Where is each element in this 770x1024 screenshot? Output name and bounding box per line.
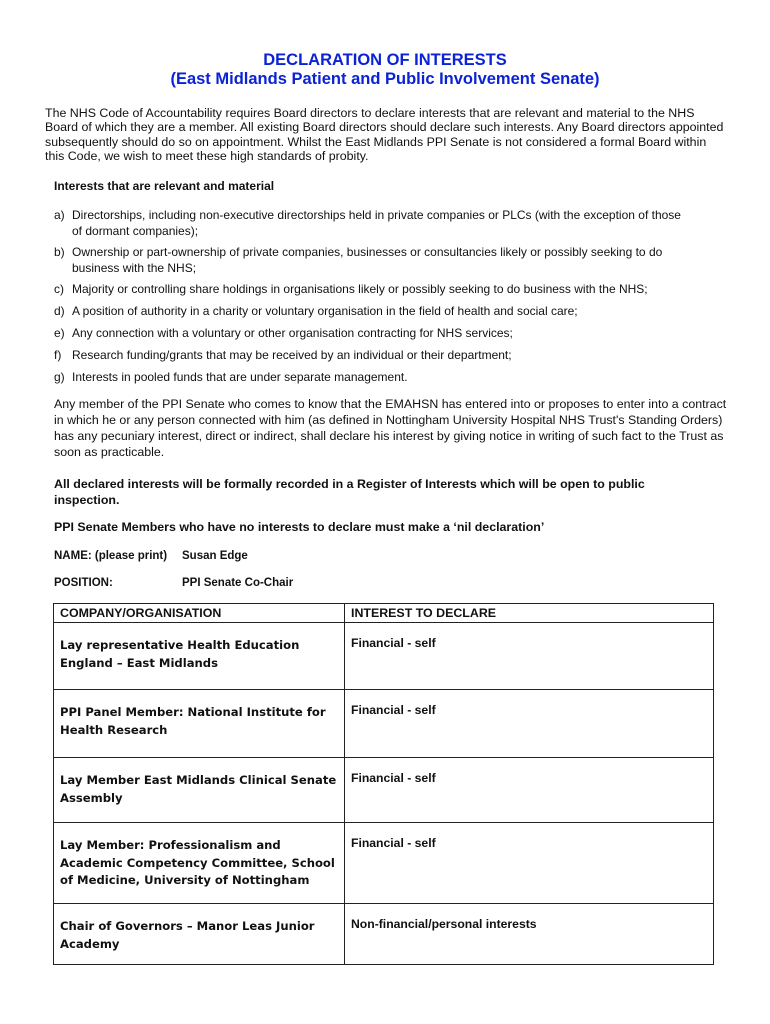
member-paragraph: Any member of the PPI Senate who comes to know that the EMAHSN has entered into or proposes to enter into a contract in which he or any person connected with him (as defined in Nottingham University Hospital NHS Trust's Standing Orders) has any pecuniary interest, direct or indirect, shall declare his interest by giving notice in writing of such fact to the Trust as soon as practicable. [54,397,727,459]
organisation-cell: Lay representative Health Education England – East Midlands [54,623,345,690]
list-text: Any connection with a voluntary or other organisation contracting for NHS services; [72,326,513,340]
table-row [54,623,714,690]
document-title: DECLARATION OF INTERESTS [263,51,507,69]
interests-heading: Interests that are relevant and material [54,179,275,193]
list-marker: f) [54,348,62,362]
interest-cell: Financial - self [345,623,714,690]
list-text: Interests in pooled funds that are under separate management. [72,370,408,384]
position-label: POSITION: [54,577,113,589]
organisation-cell: Chair of Governors – Manor Leas Junior Academy [54,904,345,965]
register-statement: All declared interests will be formally recorded in a Register of Interests which will be open to public inspection. [54,477,645,507]
document-subtitle: (East Midlands Patient and Public Involvement Senate) [170,70,600,88]
interest-cell: Financial - self [345,690,714,758]
organisation-cell: Lay Member: Professionalism and Academic Competency Committee, School of Medicine, University of Nottingham [54,823,345,904]
interests-table [53,603,714,965]
list-text: A position of authority in a charity or voluntary organisation in the field of health and social care; [72,304,578,318]
list-marker: g) [54,370,65,384]
list-marker: b) [54,245,65,259]
interest-cell: Financial - self [345,823,714,904]
position-value: PPI Senate Co-Chair [182,577,294,589]
column-header-organisation: COMPANY/ORGANISATION [54,604,345,623]
list-text: Majority or controlling share holdings in organisations likely or possibly seeking to do business with the NHS; [72,282,648,296]
list-marker: c) [54,282,64,296]
list-marker: e) [54,326,65,340]
organisation-cell: PPI Panel Member: National Institute for Health Research [54,690,345,758]
table-row [54,904,714,965]
table-row [54,758,714,823]
list-text: Directorships, including non-executive directorships held in private companies or PLCs (with the exception of those of dormant companies); [72,208,681,238]
name-value: Susan Edge [182,550,248,562]
intro-paragraph: The NHS Code of Accountability requires Board directors to declare interests that are relevant and material to the NHS Board of which they are a member. All existing Board directors should declare such interests. Any Board directors appointed subsequently should do so on appointment. Whilst the East Midlands PPI Senate is not considered a formal Board within this Code, we wish to meet these high standards of probity. [45,106,724,164]
interest-cell: Non-financial/personal interests [345,904,714,965]
interest-cell: Financial - self [345,758,714,823]
list-marker: a) [54,208,65,222]
organisation-cell: Lay Member East Midlands Clinical Senate Assembly [54,758,345,823]
table-row [54,823,714,904]
table-row [54,690,714,758]
table-header-row [54,604,714,623]
column-header-interest: INTEREST TO DECLARE [345,604,714,623]
list-text: Ownership or part-ownership of private companies, businesses or consultancies likely or possibly seeking to do business with the NHS; [72,245,663,275]
nil-declaration-note: PPI Senate Members who have no interests to declare must make a ‘nil declaration’ [54,520,545,534]
list-text: Research funding/grants that may be received by an individual or their department; [72,348,512,362]
list-marker: d) [54,304,65,318]
name-label: NAME: (please print) [54,550,168,562]
